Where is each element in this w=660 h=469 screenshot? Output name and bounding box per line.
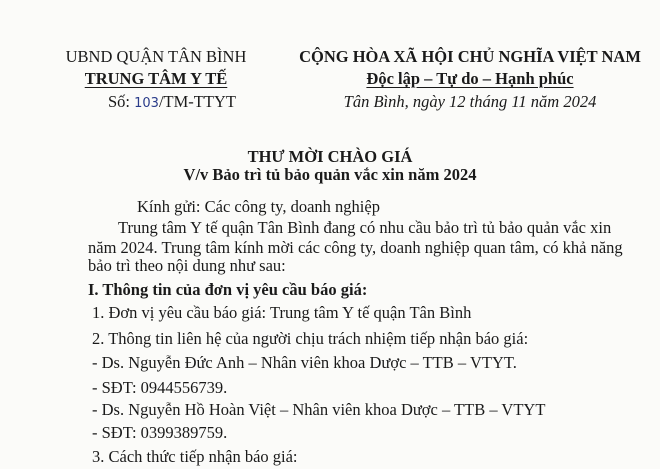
document-title: THƯ MỜI CHÀO GIÁ bbox=[247, 147, 413, 166]
republic-title: CỘNG HÒA XÃ HỘI CHỦ NGHĨA VIỆT NAM bbox=[299, 47, 641, 66]
document-number bbox=[108, 92, 236, 114]
recipient: Kính gửi: Các công ty, doanh nghiệp bbox=[137, 197, 380, 216]
agency-name: UBND QUẬN TÂN BÌNH bbox=[65, 47, 247, 66]
intro-line-1: Trung tâm Y tế quận Tân Bình đang có nhu cầu bảo trì tủ bảo quản vắc xin bbox=[118, 218, 612, 237]
list-item: - SĐT: 0399389759. bbox=[92, 423, 228, 442]
list-item: 2. Thông tin liên hệ của người chịu trách nhiệm tiếp nhận báo giá: bbox=[92, 329, 529, 348]
list-item: 1. Đơn vị yêu cầu báo giá: Trung tâm Y tế quận Tân Bình bbox=[92, 303, 472, 322]
national-motto: Độc lập – Tự do – Hạnh phúc bbox=[366, 69, 574, 88]
list-item: - SĐT: 0944556739. bbox=[92, 378, 228, 397]
number-prefix: Số: bbox=[108, 92, 135, 111]
intro-line-2: năm 2024. Trung tâm kính mời các công ty, doanh nghiệp quan tâm, có khả năng bbox=[88, 238, 623, 257]
organization-name: TRUNG TÂM Y TẾ bbox=[84, 69, 228, 88]
document-subject: V/v Bảo trì tủ bảo quản vắc xin năm 2024 bbox=[183, 165, 477, 184]
issue-date: Tân Bình, ngày 12 tháng 11 năm 2024 bbox=[343, 92, 597, 111]
handwritten-number: 103 bbox=[134, 96, 159, 111]
intro-line-3: bảo trì theo nội dung như sau: bbox=[88, 256, 286, 275]
list-item: 3. Cách thức tiếp nhận báo giá: bbox=[92, 447, 298, 466]
section-heading: I. Thông tin của đơn vị yêu cầu báo giá: bbox=[88, 280, 368, 299]
list-item: - Ds. Nguyễn Đức Anh – Nhân viên khoa Dược – TTB – VTYT. bbox=[92, 353, 517, 372]
number-suffix: /TM-TTYT bbox=[158, 92, 236, 111]
list-item: - Ds. Nguyễn Hồ Hoàn Việt – Nhân viên khoa Dược – TTB – VTYT bbox=[92, 400, 546, 419]
